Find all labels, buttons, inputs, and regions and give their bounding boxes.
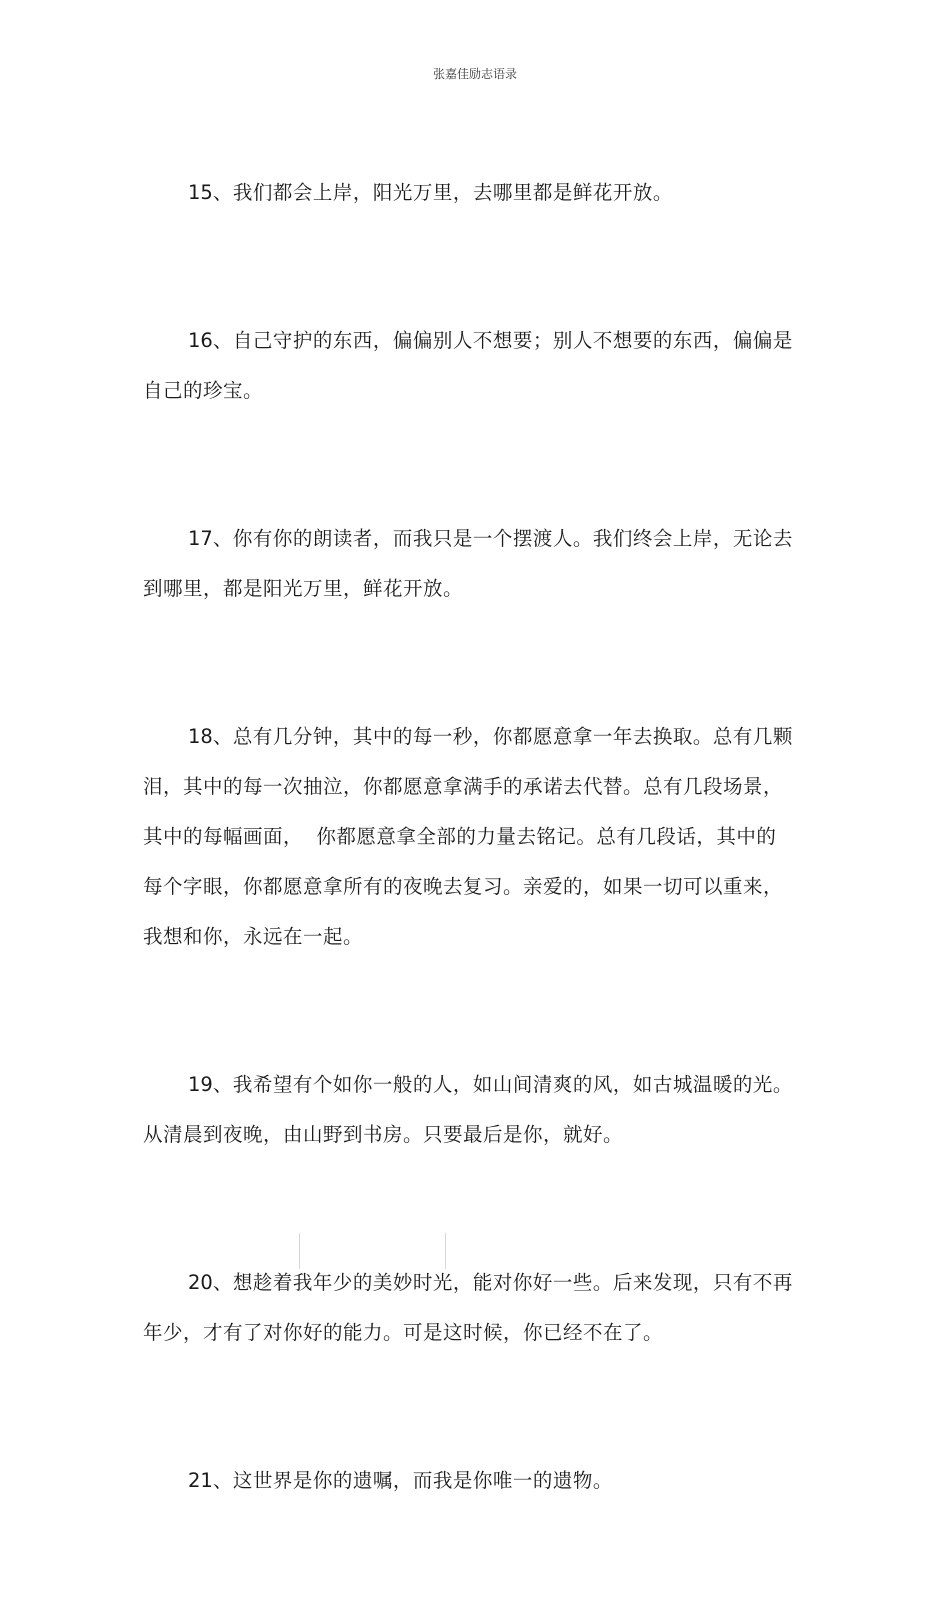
- quote-item-19: [143, 1060, 793, 1160]
- quote-number: 20: [188, 1271, 213, 1294]
- quote-item-20: [143, 1258, 793, 1358]
- quote-text: 、我们都会上岸，阳光万里，去哪里都是鲜花开放。: [212, 181, 673, 204]
- quote-item-21: [143, 1456, 793, 1506]
- quote-paragraph: [143, 1456, 793, 1506]
- quote-text: 、总有几分钟，其中的每一秒，你都愿意拿一年去换取。总有几颗泪，其中的每一次抽泣，你都愿意拿满手的承诺去代替。总有几段场景，其中的每幅画面， 你都愿意拿全部的力量去铭记。总有几段话，其中的每个字眼，你都愿意拿所有的夜晚去复习。亲爱的，如果一切可以重来，我想和你，永远在一起。: [143, 725, 793, 948]
- quote-number: 17: [188, 527, 213, 550]
- page-header: 张嘉佳励志语录: [432, 67, 517, 81]
- quote-number: 19: [188, 1073, 213, 1096]
- quote-item-18: [143, 712, 793, 962]
- quote-number: 21: [188, 1469, 213, 1492]
- quote-paragraph: [143, 514, 793, 614]
- quote-paragraph: [143, 1060, 793, 1160]
- quote-paragraph: [143, 1258, 793, 1358]
- quote-item-16: [143, 316, 793, 416]
- quote-paragraph: [143, 168, 793, 218]
- quote-text: 、你有你的朗读者，而我只是一个摆渡人。我们终会上岸，无论去到哪里，都是阳光万里，鲜花开放。: [143, 527, 793, 600]
- quote-item-17: [143, 514, 793, 614]
- quote-item-15: [143, 168, 793, 218]
- quote-number: 16: [188, 329, 213, 352]
- quote-number: 18: [188, 725, 213, 748]
- quote-text: 、这世界是你的遗嘱，而我是你唯一的遗物。: [212, 1469, 613, 1492]
- footer-divider-right: [445, 1233, 446, 1269]
- footer-divider-left: [299, 1233, 300, 1269]
- quote-text: 、我希望有个如你一般的人，如山间清爽的风，如古城温暖的光。从清晨到夜晚，由山野到书房。只要最后是你，就好。: [143, 1073, 793, 1146]
- quote-paragraph: [143, 712, 793, 962]
- quote-paragraph: [143, 316, 793, 416]
- quote-text: 、想趁着我年少的美妙时光，能对你好一些。后来发现，只有不再年少，才有了对你好的能力。可是这时候，你已经不在了。: [143, 1271, 793, 1344]
- quote-list: [143, 168, 793, 1604]
- quote-number: 15: [188, 181, 213, 204]
- quote-text: 、自己守护的东西，偏偏别人不想要；别人不想要的东西，偏偏是自己的珍宝。: [143, 329, 793, 402]
